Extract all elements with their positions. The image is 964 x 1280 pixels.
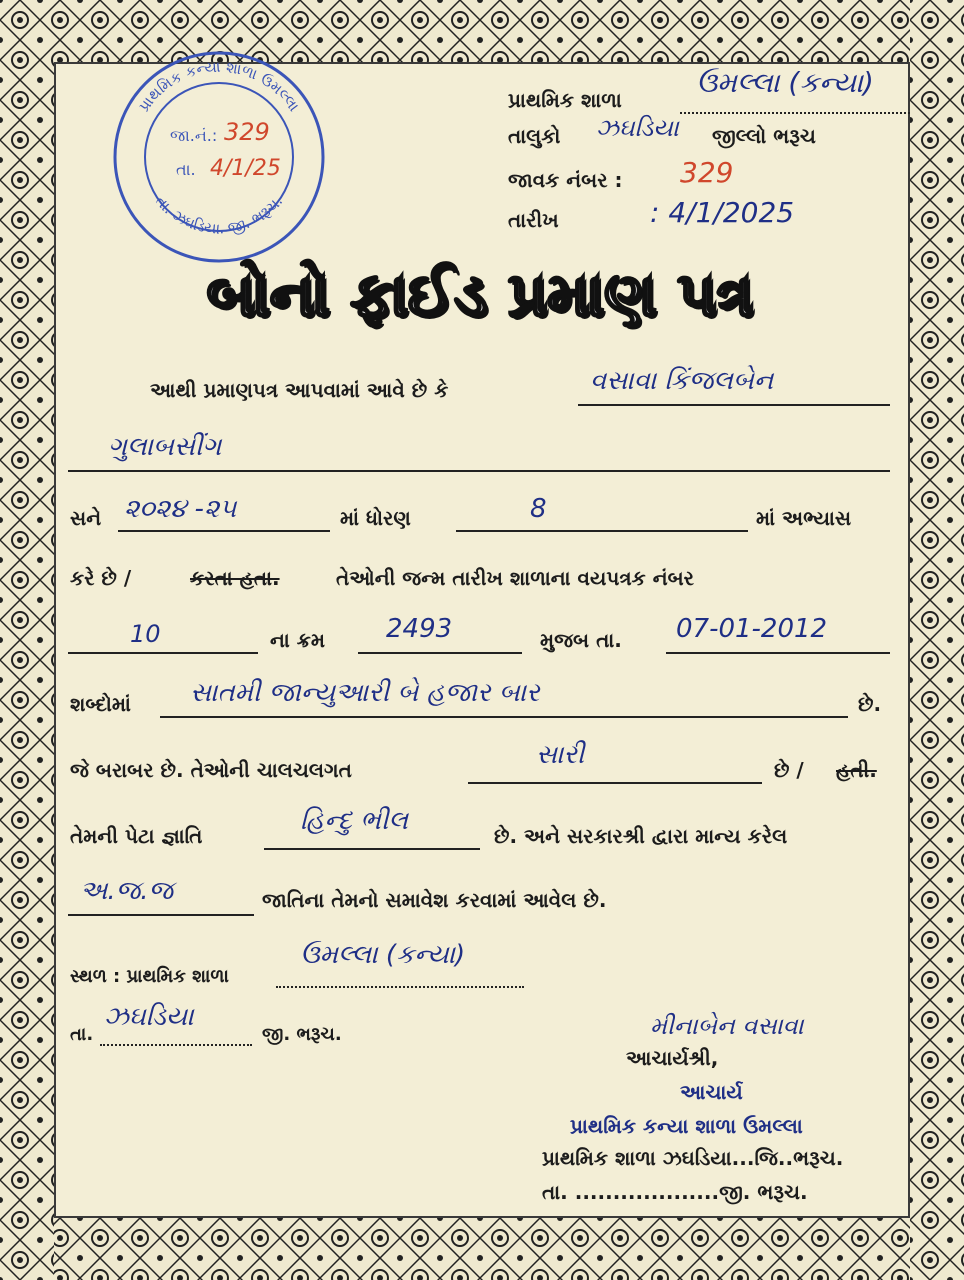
dob-in-words: સાતમી જાન્યુઆરી બે હજાર બાર [190,678,540,708]
taluka-value: ઝઘડિયા [596,114,679,142]
stamp-ring-bottom: તા. ઝઘડિયા. જી. ભરૂચ. [151,192,287,238]
inclusion-text: જાતિના તેમનો સમાવેશ કરવામાં આવેલ છે. [262,888,607,912]
year-label: સને [70,506,102,530]
taluka-label: તાલુકો [508,124,561,148]
subcaste-line [264,848,480,850]
stamp-ta-label: તા. [176,160,196,179]
name-line [578,404,890,406]
academic-year: ૨૦૨૪ -૨૫ [124,494,237,524]
principal-signature: મીનાબેન વસાવા [650,1012,804,1040]
stamp-ta-value: 4/1/25 [210,156,281,181]
standard-label: માં ધોરણ [340,506,411,530]
body-intro: આથી પ્રમાણપત્ર આપવામાં આવે છે કે [150,378,449,402]
school-value: ઉમલ્લા (કન્યા) [696,66,874,99]
conduct-value: સારી [536,740,585,770]
footer-district: જી. ભરૂચ. [262,1024,342,1045]
conduct-text: જે બરાબર છે. તેઓની ચાલચલગત [70,758,352,782]
is-label: છે / [774,758,804,782]
did-struck: કરતા હતા. [190,566,280,590]
date-value: : 4/1/2025 [650,196,795,229]
seal-line-4: તા. ...................જી. ભરૂચ. [542,1180,808,1204]
category-value: અ.જ.જ [80,876,174,906]
stamp-ring-top: પ્રાથમિક કન્યા શાળા ઉમલ્લા [134,57,304,115]
register-number: 10 [130,620,161,648]
date-of-birth: 07-01-2012 [676,614,828,644]
school-stamp [110,48,328,266]
ornamental-border-bottom [0,1218,964,1280]
birth-register-text: તેઓની જન્મ તારીખ શાળાના વયપત્રક નંબર [336,566,695,590]
register-line [68,652,258,654]
seal-title: આચાર્ય [680,1080,743,1104]
footer-ta-label: તા. [70,1024,94,1045]
serial-label: ના ક્રમ [270,628,326,652]
serial-line [358,652,522,654]
student-name: વસાવા કિંજલબેન [590,366,774,396]
category-line [68,914,254,916]
year-line [118,530,330,532]
serial-number: 2493 [386,614,453,644]
outward-value: 329 [680,156,734,189]
outward-label: જાવક નંબર : [508,168,623,192]
place-label: સ્થળ : પ્રાથમિક શાળા [70,966,229,987]
district-label: જીલ્લો ભરૂચ [712,124,816,148]
name-cont-line [68,470,890,472]
student-name-cont: ગુલાબસીંગ [108,432,222,462]
school-line [680,112,910,114]
seal-line-3: પ્રાથમિક શાળા ઝઘડિયા...જિ..ભરૂચ. [542,1146,844,1170]
conduct-line [468,782,762,784]
stamp-jn-value: 329 [224,118,270,146]
subcaste-value: હિન્દુ ભીલ [300,806,409,836]
as-per-label: મુજબ તા. [540,628,622,652]
ornamental-border-left [0,0,54,1280]
dob-line [666,652,890,654]
standard-line [456,530,748,532]
footer-ta-line [100,1044,252,1046]
footer-ta-value: ઝઘડિયા [104,1002,194,1032]
does-label: કરે છે / [70,566,132,590]
words-line [160,716,848,718]
words-end: છે. [858,692,882,716]
was-struck: હતી. [836,758,877,782]
govt-text: છે. અને સરકારશ્રી દ્વારા માન્ય કરેલ [494,824,788,848]
certificate-title: બોનો ફાઈડ પ્રમાણ પત્ર [206,260,754,330]
place-line [276,986,524,988]
place-value: ઉમલ્લા (કન્યા) [300,940,466,970]
subcaste-label: તેમની પેટા જ્ઞાતિ [70,824,203,848]
words-label: શબ્દોમાં [70,692,131,716]
ornamental-border-right [910,0,964,1280]
principal-label: આચાર્યશ્રી, [626,1046,719,1070]
standard-value: 8 [530,494,547,524]
date-label: તારીખ [508,208,559,232]
study-label: માં અભ્યાસ [756,506,852,530]
seal-school: પ્રાથમિક કન્યા શાળા ઉમલ્લા [570,1114,803,1138]
school-label: પ્રાથમિક શાળા [508,88,622,112]
stamp-jn-label: જા.નં.: [170,126,218,145]
